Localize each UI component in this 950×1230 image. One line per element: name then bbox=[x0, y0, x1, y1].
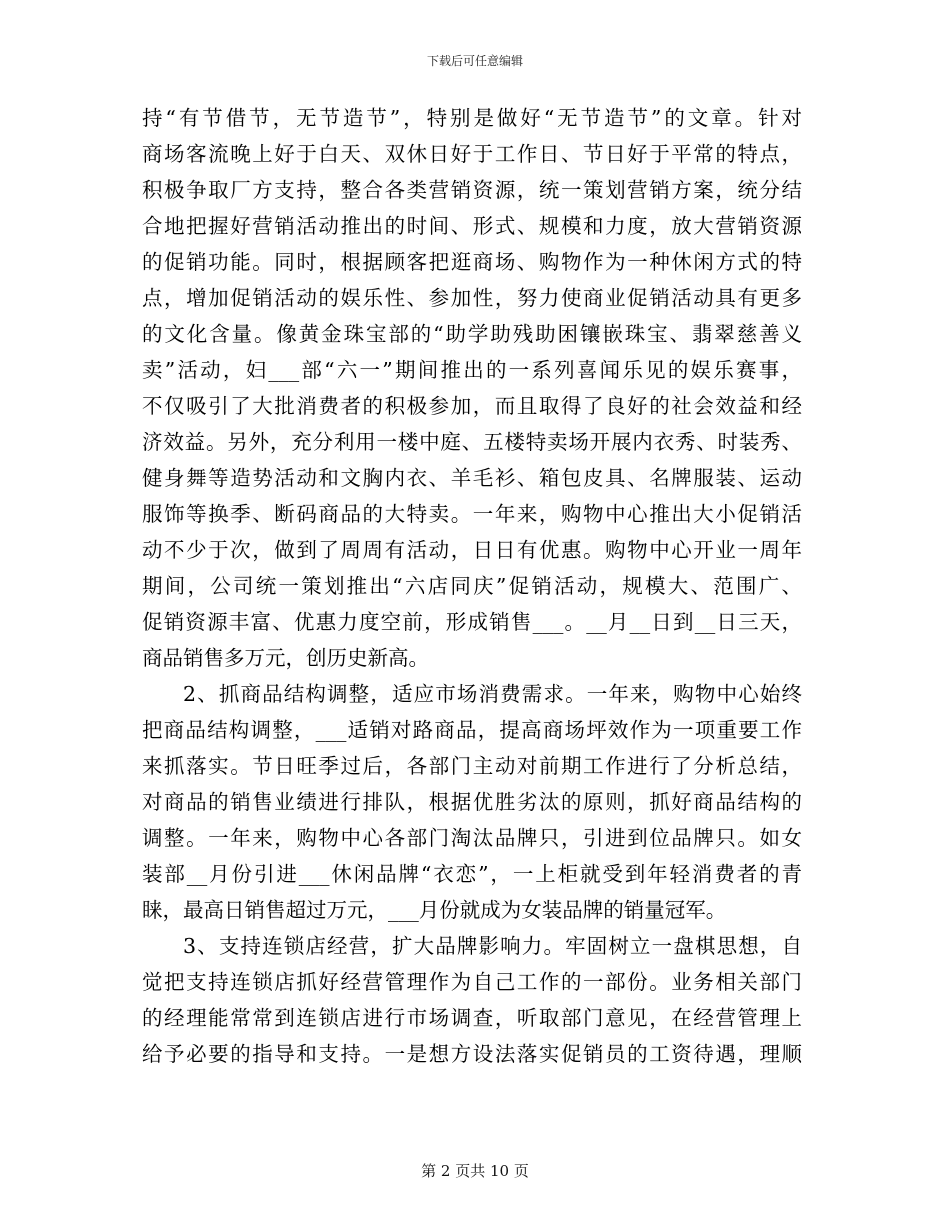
text-line: 睐，最高日销售超过万元，___月份就成为女装品牌的销量冠军。 bbox=[142, 898, 727, 922]
text-line: 的经理能常常到连锁店进行市场调查，听取部门意见，在经营管理上 bbox=[142, 1006, 802, 1030]
page-header-note: 下载后可任意编辑 bbox=[426, 54, 523, 68]
text-line: 健身舞等造势活动和文胸内衣、羊毛衫、箱包皮具、名牌服装、运动 bbox=[142, 466, 802, 490]
text-line: 3、支持连锁店经营，扩大品牌影响力。牢固树立一盘棋思想，自 bbox=[183, 934, 802, 958]
text-line: 调整。一年来，购物中心各部门淘汰品牌只，引进到位品牌只。如女 bbox=[142, 826, 802, 850]
text-line: 促销资源丰富、优惠力度空前，形成销售___。__月__日到__日三天， bbox=[142, 610, 802, 634]
text-line: 的促销功能。同时，根据顾客把逛商场、购物作为一种休闲方式的特 bbox=[142, 250, 802, 274]
text-line: 装部__月份引进___休闲品牌“衣恋”，一上柜就受到年轻消费者的青 bbox=[142, 862, 802, 886]
text-line: 对商品的销售业绩进行排队，根据优胜劣汰的原则，抓好商品结构的 bbox=[142, 790, 802, 814]
text-line: 商品销售多万元，创历史新高。 bbox=[142, 646, 429, 670]
text-line: 合地把握好营销活动推出的时间、形式、规模和力度，放大营销资源 bbox=[142, 214, 802, 238]
text-line: 把商品结构调整，___适销对路商品，提高商场坪效作为一项重要工作 bbox=[142, 718, 802, 742]
text-line: 觉把支持连锁店抓好经营管理作为自己工作的一部份。业务相关部门 bbox=[142, 970, 802, 994]
text-line: 商场客流晚上好于白天、双休日好于工作日、节日好于平常的特点， bbox=[142, 142, 802, 166]
text-line: 卖”活动，妇___部“六一”期间推出的一系列喜闻乐见的娱乐赛事， bbox=[142, 358, 802, 382]
text-line: 动不少于次，做到了周周有活动，日日有优惠。购物中心开业一周年 bbox=[142, 538, 802, 562]
document-body bbox=[142, 100, 802, 1072]
paragraph-3 bbox=[142, 928, 802, 1072]
text-line: 不仅吸引了大批消费者的积极参加，而且取得了良好的社会效益和经 bbox=[142, 394, 802, 418]
text-line: 点，增加促销活动的娱乐性、参加性，努力使商业促销活动具有更多 bbox=[142, 286, 802, 310]
text-line: 持“有节借节，无节造节”，特别是做好“无节造节”的文章。针对 bbox=[142, 106, 802, 130]
text-line: 济效益。另外，充分利用一楼中庭、五楼特卖场开展内衣秀、时装秀、 bbox=[142, 430, 802, 454]
text-line: 期间，公司统一策划推出“六店同庆”促销活动，规模大、范围广、 bbox=[142, 574, 802, 598]
text-line: 积极争取厂方支持，整合各类营销资源，统一策划营销方案，统分结 bbox=[142, 178, 802, 202]
text-line: 2、抓商品结构调整，适应市场消费需求。一年来，购物中心始终 bbox=[183, 682, 802, 706]
text-line: 服饰等换季、断码商品的大特卖。一年来，购物中心推出大小促销活 bbox=[142, 502, 802, 526]
paragraph-2 bbox=[142, 676, 802, 928]
text-line: 的文化含量。像黄金珠宝部的“助学助残助困镶嵌珠宝、翡翠慈善义 bbox=[142, 322, 802, 346]
paragraph-1 bbox=[142, 100, 802, 676]
text-line: 给予必要的指导和支持。一是想方设法落实促销员的工资待遇，理顺 bbox=[142, 1042, 802, 1066]
page-number: 第 2 页共 10 页 bbox=[421, 1162, 529, 1180]
text-line: 来抓落实。节日旺季过后，各部门主动对前期工作进行了分析总结， bbox=[142, 754, 802, 778]
